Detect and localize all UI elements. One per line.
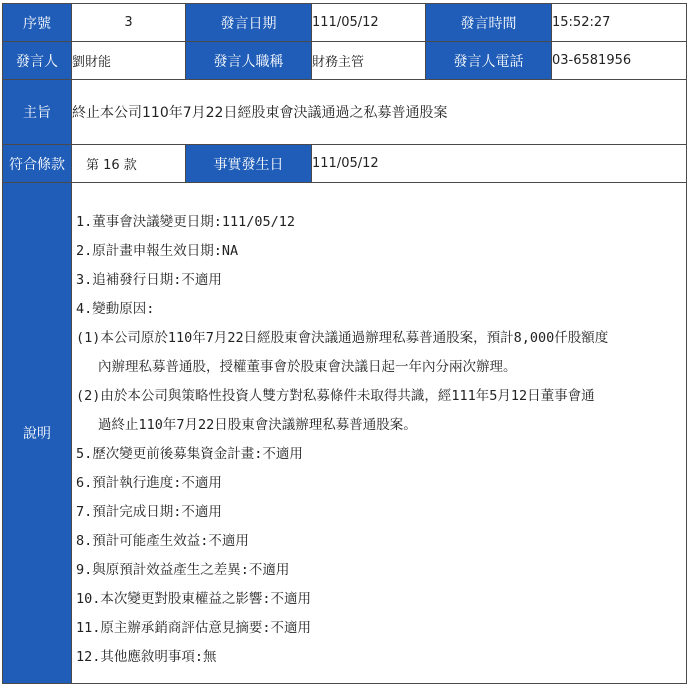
time-label: 發言時間 <box>426 4 552 42</box>
speaker-name-value: 劉財能 <box>72 42 186 80</box>
description-label: 說明 <box>3 183 72 684</box>
event-date-value: 111/05/12 <box>312 145 687 183</box>
desc-line: 4.變動原因: <box>76 300 155 317</box>
clause-value: 第 16 款 <box>72 145 186 183</box>
row-header <box>3 4 687 42</box>
time-value: 15:52:27 <box>552 4 687 42</box>
desc-line: 10.本次變更對股東權益之影響:不適用 <box>76 590 312 607</box>
desc-line: 9.與原預計效益產生之差異:不適用 <box>76 561 290 578</box>
speaker-phone-value: 03-6581956 <box>552 42 687 80</box>
row-clause <box>3 145 687 183</box>
desc-line: 11.原主辦承銷商評估意見摘要:不適用 <box>76 619 312 636</box>
row-description <box>3 183 687 684</box>
desc-line: 8.預計可能產生效益:不適用 <box>76 532 249 549</box>
seq-value: 3 <box>72 4 186 42</box>
seq-label: 序號 <box>3 4 72 42</box>
desc-line: 5.歷次變更前後募集資金計畫:不適用 <box>76 445 303 462</box>
description-text <box>72 195 686 672</box>
desc-line: 2.原計畫申報生效日期:NA <box>76 242 239 259</box>
speaker-phone-label: 發言人電話 <box>426 42 552 80</box>
date-value: 111/05/12 <box>312 4 426 42</box>
speaker-title-label: 發言人職稱 <box>186 42 312 80</box>
row-speaker <box>3 42 687 80</box>
date-label: 發言日期 <box>186 4 312 42</box>
subject-value: 終止本公司110年7月22日經股東會決議通過之私募普通股案 <box>72 80 687 145</box>
speaker-name-label: 發言人 <box>3 42 72 80</box>
desc-line: (1)本公司原於110年7月22日經股東會決議通過辦理私募普通股案，預計8,000仟股額度 <box>76 329 609 346</box>
row-subject <box>3 80 687 145</box>
announcement-table <box>2 3 687 684</box>
clause-label: 符合條款 <box>3 145 72 183</box>
speaker-title-value: 財務主管 <box>312 42 426 80</box>
desc-line: 內辦理私募普通股，授權董事會於股東會決議日起一年內分兩次辦理。 <box>98 358 517 375</box>
desc-line: 7.預計完成日期:不適用 <box>76 503 222 520</box>
desc-line: (2)由於本公司與策略性投資人雙方對私募條件未取得共識，經111年5月12日董事會通 <box>76 387 595 404</box>
desc-line: 過終止110年7月22日股東會決議辦理私募普通股案。 <box>98 416 417 433</box>
event-date-label: 事實發生日 <box>186 145 312 183</box>
description-body <box>72 183 687 684</box>
desc-line: 6.預計執行進度:不適用 <box>76 474 222 491</box>
subject-label: 主旨 <box>3 80 72 145</box>
desc-line: 1.董事會決議變更日期:111/05/12 <box>76 213 296 230</box>
desc-line: 3.追補發行日期:不適用 <box>76 271 222 288</box>
desc-line: 12.其他應敘明事項:無 <box>76 648 217 665</box>
